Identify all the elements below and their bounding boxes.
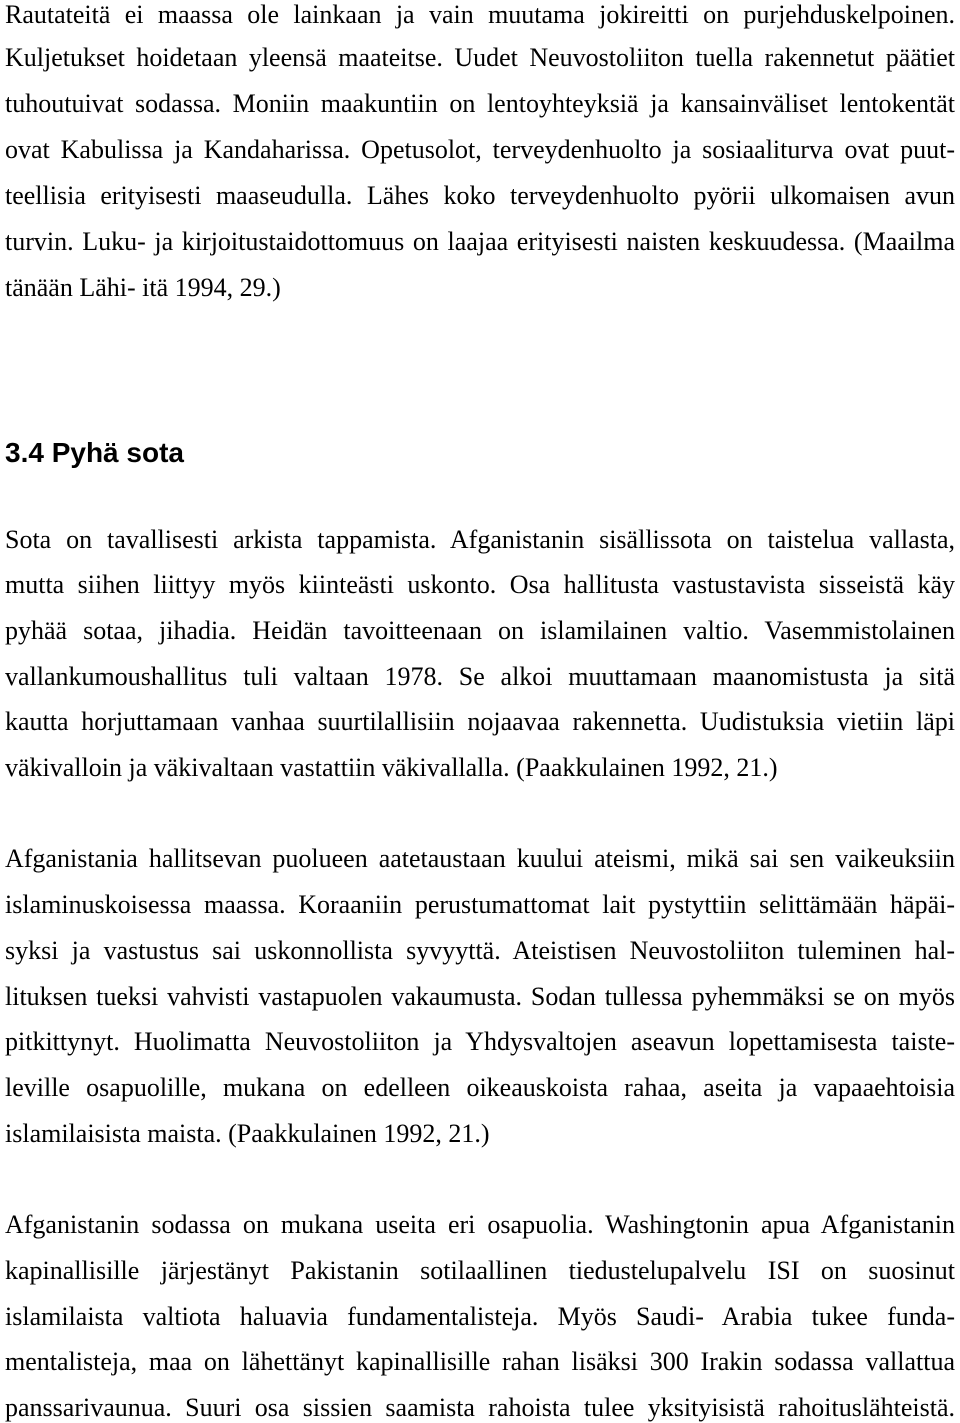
text-line: ovat Kabulissa ja Kandaharissa. Opetusolot, terveydenhuolto ja sosiaaliturva ovat puut- bbox=[5, 135, 955, 164]
text-line: mutta siihen liittyy myös kiinteästi uskonto. Osa hallitusta vastustavista sisseistä käy bbox=[5, 570, 955, 599]
text-line: teellisia erityisesti maaseudulla. Lähes koko terveydenhuolto pyörii ulkomaisen avun bbox=[5, 181, 955, 210]
section-heading: 3.4 Pyhä sota bbox=[5, 437, 184, 468]
text-line: panssarivaunua. Suuri osa sissien saamista rahoista tulee yksityisistä rahoituslähteistä. bbox=[5, 1393, 955, 1422]
text-line: vallankumoushallitus tuli valtaan 1978. Se alkoi muuttamaan maanomistusta ja sitä bbox=[5, 662, 955, 691]
text-line: tuhoutuivat sodassa. Moniin maakuntiin on lentoyhteyksiä ja kansainväliset lentokentät bbox=[5, 89, 955, 118]
text-line: väkivalloin ja väkivaltaan vastattiin väkivallalla. (Paakkulainen 1992, 21.) bbox=[5, 753, 778, 782]
text-line: kautta horjuttamaan vanhaa suurtilallisiin nojaavaa rakennetta. Uudistuksia vietiin läpi bbox=[5, 707, 955, 736]
text-line: Kuljetukset hoidetaan yleensä maateitse. Uudet Neuvostoliiton tuella rakennetut päätiet bbox=[5, 43, 955, 72]
text-line: pyhää sotaa, jihadia. Heidän tavoitteenaan on islamilainen valtio. Vasemmistolainen bbox=[5, 616, 955, 645]
text-line: Sota on tavallisesti arkista tappamista. Afganistanin sisällissota on taistelua vallasta, bbox=[5, 525, 955, 554]
text-line: tänään Lähi- itä 1994, 29.) bbox=[5, 273, 281, 302]
text-line: Afganistanin sodassa on mukana useita eri osapuolia. Washingtonin apua Afganistanin bbox=[5, 1210, 955, 1239]
text-line: leville osapuolille, mukana on edelleen oikeauskoista rahaa, aseita ja vapaaehtoisia bbox=[5, 1073, 955, 1102]
text-line: kapinallisille järjestänyt Pakistanin sotilaallinen tiedustelupalvelu ISI on suosinut bbox=[5, 1256, 955, 1285]
text-line: islamilaista valtiota haluavia fundamentalisteja. Myös Saudi- Arabia tukee funda- bbox=[5, 1302, 955, 1331]
text-line: Rautateitä ei maassa ole lainkaan ja vain muutama jokireitti on purjehduskelpoinen. bbox=[5, 0, 955, 29]
text-line: Afganistania hallitsevan puolueen aatetaustaan kuului ateismi, mikä sai sen vaikeuksiin bbox=[5, 844, 955, 873]
text-line: syksi ja vastustus sai uskonnollista syvyyttä. Ateistisen Neuvostoliiton tuleminen hal- bbox=[5, 936, 955, 965]
text-line: islaminuskoisessa maassa. Koraaniin perustumattomat lait pystyttiin selittämään häpäi- bbox=[5, 890, 955, 919]
text-line: islamilaisista maista. (Paakkulainen 1992, 21.) bbox=[5, 1119, 490, 1148]
text-line: pitkittynyt. Huolimatta Neuvostoliiton ja Yhdysvaltojen aseavun lopettamisesta taiste- bbox=[5, 1027, 955, 1056]
text-line: mentalisteja, maa on lähettänyt kapinallisille rahan lisäksi 300 Irakin sodassa vallattua bbox=[5, 1347, 955, 1376]
text-line: lituksen tueksi vahvisti vastapuolen vakaumusta. Sodan tullessa pyhemmäksi se on myös bbox=[5, 982, 955, 1011]
text-line: turvin. Luku- ja kirjoitustaidottomuus on laajaa erityisesti naisten keskuudessa. (Maailma bbox=[5, 227, 955, 256]
